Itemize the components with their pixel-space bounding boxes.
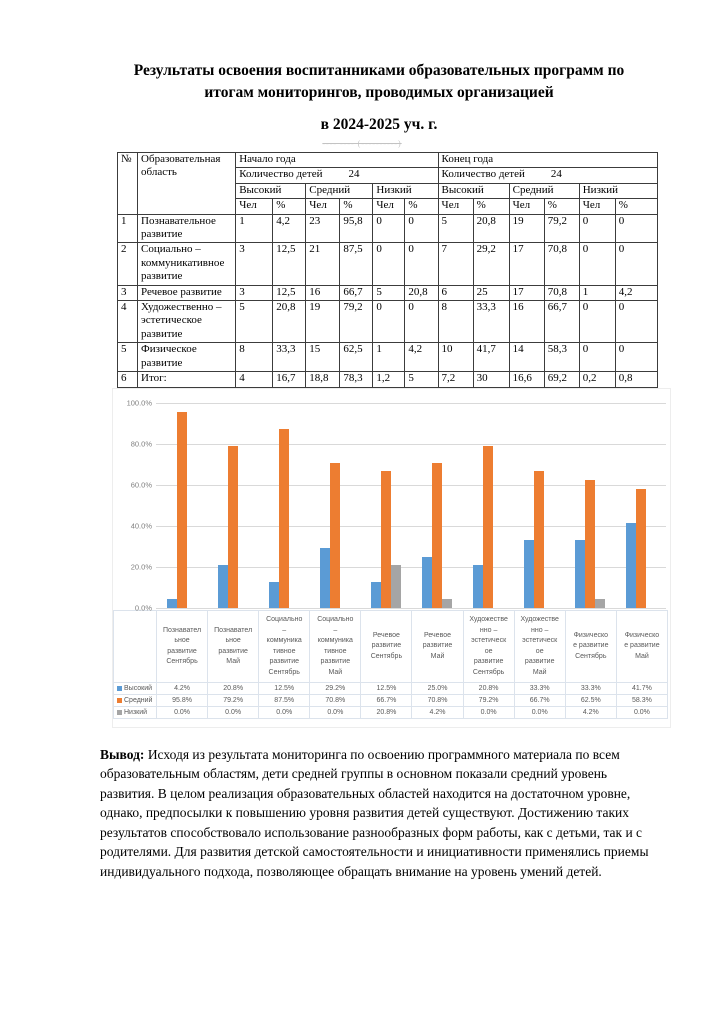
series-value-cell: 0.0% — [157, 707, 208, 719]
legend-row — [114, 695, 668, 707]
category-label-line: Сентябрь — [268, 668, 300, 676]
value-cell: 0,8 — [615, 372, 657, 387]
category-label-line: нно – — [530, 626, 549, 634]
bar-group — [462, 403, 513, 608]
title-line-1: Результаты освоения воспитанниками образовательных программ по — [133, 62, 625, 79]
value-cell: 66,7 — [544, 301, 579, 343]
conclusion-text: Исходя из результата мониторинга по освоению программного материала по всем образовательным областям, дети средней группы в основном показали средний уровень развития. В целом реализация образовательных областей находится на достаточном уровне, однако, предпосылки к повышению уровня развития детей существуют. Достижению таких результатов способствовало использование разнообразных форм работы, как с детьми, так и с родителями. Для развития детской самостоятельности и инициативности применялись приемы индивидуального подхода, позволяющее обращать внимание на уровень умений детей. — [100, 747, 649, 879]
series-value-cell: 12.5% — [259, 683, 310, 695]
series-value-cell: 0.0% — [259, 707, 310, 719]
series-value-cell: 20.8% — [463, 683, 514, 695]
row-number-cell: 5 — [118, 343, 138, 372]
value-cell: 79,2 — [340, 301, 373, 343]
value-cell: 6 — [438, 285, 473, 300]
value-cell: 5 — [405, 372, 438, 387]
table-row — [118, 343, 658, 372]
table-row — [118, 214, 658, 243]
results-table-body — [118, 214, 658, 387]
bar — [534, 471, 544, 608]
category-label-line: нно – — [479, 626, 498, 634]
row-number-cell: 1 — [118, 214, 138, 243]
value-cell: 1,2 — [373, 372, 405, 387]
series-value-cell: 0.0% — [463, 707, 514, 719]
value-cell: 16,7 — [273, 372, 306, 387]
category-label-line: развитие — [422, 642, 453, 650]
value-cell: 95,8 — [340, 214, 373, 243]
value-cell: 0 — [373, 301, 405, 343]
bar-group — [615, 403, 666, 608]
bar — [330, 463, 340, 608]
series-value-cell: 41.7% — [616, 683, 667, 695]
strikethrough-remnant: ---- ---- (----------) — [322, 139, 402, 148]
legend-cell — [114, 695, 157, 707]
value-cell: 3 — [236, 285, 273, 300]
legend-spacer-cell — [114, 611, 157, 683]
category-label-line: развитие — [473, 658, 504, 665]
unit-header: Чел — [579, 199, 615, 214]
series-value-cell: 79.2% — [208, 695, 259, 707]
category-cell — [412, 611, 463, 683]
category-label-line: ьное — [225, 637, 241, 644]
series-value-cell: 66.7% — [514, 695, 565, 707]
unit-header: % — [615, 199, 657, 214]
category-label-line: Май — [226, 658, 240, 665]
value-cell: 1 — [373, 343, 405, 372]
category-label-line: тивное — [324, 647, 347, 655]
bar — [320, 548, 330, 608]
value-cell: 14 — [509, 343, 544, 372]
bar — [636, 489, 646, 609]
value-cell: 29,2 — [473, 243, 509, 285]
legend-label: Низкий — [124, 709, 148, 716]
bars-container — [156, 403, 666, 608]
value-cell: 17 — [509, 243, 544, 285]
category-label-line: Физическо — [624, 631, 660, 639]
category-label-line: Познавател — [214, 626, 253, 634]
series-value-cell: 4.2% — [412, 707, 463, 719]
title-line-2: итогам мониторингов, проводимых организацией — [204, 84, 554, 102]
value-cell: 12,5 — [273, 243, 306, 285]
bar-group — [360, 403, 411, 608]
series-value-cell: 0.0% — [616, 707, 667, 719]
area-name-cell: Познавательное развитие — [138, 214, 236, 243]
bar — [391, 565, 401, 608]
value-cell: 0 — [405, 214, 438, 243]
bar — [167, 599, 177, 608]
category-label-line: Познавател — [163, 626, 202, 634]
gridline — [156, 608, 666, 609]
category-label-line: Май — [328, 668, 343, 676]
series-value-cell: 0.0% — [514, 707, 565, 719]
value-cell: 41,7 — [473, 343, 509, 372]
value-cell: 58,3 — [544, 343, 579, 372]
value-cell: 0 — [405, 243, 438, 285]
bar — [371, 582, 381, 608]
value-cell: 10 — [438, 343, 473, 372]
bar-group — [564, 403, 615, 608]
category-label-line: развитие — [167, 647, 197, 655]
level-header: Низкий — [579, 183, 657, 198]
legend-cell — [114, 707, 157, 719]
category-label-line: тивное — [272, 647, 296, 655]
value-cell: 69,2 — [544, 372, 579, 387]
category-label-line: Сентябрь — [370, 652, 403, 660]
category-label-line: Сентябрь — [575, 652, 607, 660]
y-tick-label: 20.0% — [130, 562, 152, 572]
table-row — [118, 243, 658, 285]
unit-header: Чел — [236, 199, 273, 214]
value-cell: 16 — [509, 301, 544, 343]
col-header-period-start: Начало года — [236, 153, 438, 168]
area-name-cell: Физическое развитие — [138, 343, 236, 372]
category-label-line: коммуника — [317, 637, 353, 644]
category-label-line: Речевое — [424, 631, 452, 639]
bar — [269, 582, 279, 608]
value-cell: 0 — [373, 214, 405, 243]
category-cell — [463, 611, 514, 683]
value-cell: 5 — [438, 214, 473, 243]
series-value-cell: 4.2% — [565, 707, 616, 719]
bar-chart — [112, 388, 671, 728]
area-name-cell: Речевое развитие — [138, 285, 236, 300]
legend-row — [114, 683, 668, 695]
value-cell: 15 — [306, 343, 340, 372]
value-cell: 33,3 — [273, 343, 306, 372]
series-value-cell: 29.2% — [310, 683, 361, 695]
y-tick-label: 80.0% — [130, 439, 152, 449]
category-label-line: коммуника — [266, 637, 302, 644]
legend-cell — [114, 683, 157, 695]
table-row — [118, 285, 658, 300]
children-count-start: Количество детей 24 — [236, 168, 438, 183]
legend-label: Высокий — [124, 685, 153, 692]
level-header: Высокий — [438, 183, 509, 198]
bar-group — [207, 403, 258, 608]
category-label-line: е развитие — [624, 642, 660, 650]
area-name-cell: Социально – коммуникативное развитие — [138, 243, 236, 285]
area-name-cell: Итог: — [138, 372, 236, 387]
bar — [218, 565, 228, 608]
bar — [473, 565, 483, 608]
legend-row — [114, 707, 668, 719]
bar — [177, 412, 187, 608]
value-cell: 0 — [615, 343, 657, 372]
category-label-line: Художестве — [520, 616, 559, 623]
bar — [575, 540, 585, 608]
bar — [422, 557, 432, 608]
value-cell: 4,2 — [273, 214, 306, 243]
unit-header: % — [473, 199, 509, 214]
category-label-line: – — [333, 626, 338, 634]
value-cell: 0,2 — [579, 372, 615, 387]
value-cell: 20,8 — [273, 301, 306, 343]
col-header-period-end: Конец года — [438, 153, 657, 168]
bar — [626, 523, 636, 608]
row-number-cell: 2 — [118, 243, 138, 285]
category-label-line: Май — [635, 652, 649, 660]
bar — [524, 540, 534, 608]
row-number-cell: 3 — [118, 285, 138, 300]
series-value-cell: 0.0% — [208, 707, 259, 719]
category-cell — [208, 611, 259, 683]
value-cell: 0 — [579, 301, 615, 343]
area-name-cell: Художественно – эстетическое развитие — [138, 301, 236, 343]
value-cell: 5 — [373, 285, 405, 300]
value-cell: 0 — [579, 243, 615, 285]
category-label-line: Физическо — [573, 631, 609, 639]
series-value-cell: 12.5% — [361, 683, 412, 695]
conclusion-label: Вывод: — [100, 747, 145, 762]
bar — [228, 446, 238, 608]
value-cell: 18,8 — [306, 372, 340, 387]
bar-group — [156, 403, 207, 608]
category-cell — [514, 611, 565, 683]
value-cell: 16 — [306, 285, 340, 300]
document-title — [96, 60, 662, 136]
value-cell: 0 — [579, 214, 615, 243]
series-value-cell: 33.3% — [565, 683, 616, 695]
value-cell: 0 — [615, 301, 657, 343]
value-cell: 0 — [373, 243, 405, 285]
level-header: Низкий — [373, 183, 438, 198]
series-value-cell: 0.0% — [310, 707, 361, 719]
series-value-cell: 62.5% — [565, 695, 616, 707]
results-table-header — [118, 153, 658, 215]
row-number-cell: 4 — [118, 301, 138, 343]
value-cell: 17 — [509, 285, 544, 300]
value-cell: 30 — [473, 372, 509, 387]
value-cell: 3 — [236, 243, 273, 285]
series-value-cell: 70.8% — [310, 695, 361, 707]
series-value-cell: 20.8% — [208, 683, 259, 695]
value-cell: 19 — [306, 301, 340, 343]
category-cell — [310, 611, 361, 683]
category-label-line: Май — [532, 668, 547, 676]
value-cell: 4,2 — [405, 343, 438, 372]
value-cell: 0 — [579, 343, 615, 372]
category-label-line: Социально — [317, 616, 354, 623]
value-cell: 1 — [579, 285, 615, 300]
chart-plot-area — [126, 398, 666, 613]
value-cell: 25 — [473, 285, 509, 300]
value-cell: 62,5 — [340, 343, 373, 372]
unit-header: % — [273, 199, 306, 214]
header-row-periods — [118, 153, 658, 168]
unit-header: Чел — [438, 199, 473, 214]
value-cell: 19 — [509, 214, 544, 243]
value-cell: 8 — [236, 343, 273, 372]
bar — [432, 463, 442, 608]
category-cell — [616, 611, 667, 683]
series-value-cell: 79.2% — [463, 695, 514, 707]
bar — [381, 471, 391, 608]
results-table — [117, 152, 658, 388]
category-label-line: развитие — [371, 642, 402, 650]
series-value-cell: 20.8% — [361, 707, 412, 719]
value-cell: 78,3 — [340, 372, 373, 387]
value-cell: 5 — [236, 301, 273, 343]
unit-header: Чел — [373, 199, 405, 214]
children-count-end: Количество детей 24 — [438, 168, 657, 183]
bar — [279, 429, 289, 608]
series-value-cell: 87.5% — [259, 695, 310, 707]
value-cell: 0 — [405, 301, 438, 343]
col-header-area: Образовательная область — [138, 153, 236, 215]
value-cell: 23 — [306, 214, 340, 243]
unit-header: % — [340, 199, 373, 214]
value-cell: 16,6 — [509, 372, 544, 387]
bar — [585, 480, 595, 608]
value-cell: 79,2 — [544, 214, 579, 243]
bar — [442, 599, 452, 608]
series-value-cell: 66.7% — [361, 695, 412, 707]
category-label-line: Сентябрь — [472, 668, 505, 676]
category-label-line: е развитие — [573, 642, 609, 650]
category-label-line: эстетическ — [522, 637, 558, 644]
value-cell: 21 — [306, 243, 340, 285]
legend-label: Средний — [124, 697, 153, 704]
category-label-line: Социально — [266, 616, 303, 623]
bar — [595, 599, 605, 608]
legend-swatch — [117, 698, 122, 703]
value-cell: 7,2 — [438, 372, 473, 387]
level-header: Средний — [509, 183, 579, 198]
category-label-line: развитие — [524, 658, 555, 665]
category-label-line: ое — [484, 647, 493, 655]
bar-group — [309, 403, 360, 608]
value-cell: 1 — [236, 214, 273, 243]
value-cell: 87,5 — [340, 243, 373, 285]
category-label-line: Май — [430, 652, 445, 660]
value-cell: 66,7 — [340, 285, 373, 300]
unit-header: % — [544, 199, 579, 214]
unit-header: Чел — [509, 199, 544, 214]
title-line-3: в 2024-2025 уч. г. — [320, 115, 438, 133]
bar-group — [411, 403, 462, 608]
value-cell: 20,8 — [473, 214, 509, 243]
table-row — [118, 372, 658, 387]
value-cell: 8 — [438, 301, 473, 343]
value-cell: 20,8 — [405, 285, 438, 300]
bar — [483, 446, 493, 608]
category-label-line: эстетическ — [471, 637, 507, 644]
category-label-line: ое — [535, 647, 544, 655]
category-cell — [259, 611, 310, 683]
bar-group — [513, 403, 564, 608]
category-label-line: развитие — [320, 658, 351, 665]
value-cell: 33,3 — [473, 301, 509, 343]
category-cell — [361, 611, 412, 683]
category-label-row — [114, 611, 668, 683]
category-label-line: – — [282, 626, 287, 634]
category-label-line: развитие — [269, 658, 300, 665]
value-cell: 4,2 — [615, 285, 657, 300]
y-tick-label: 0.0% — [134, 603, 152, 613]
value-cell: 7 — [438, 243, 473, 285]
series-value-cell: 25.0% — [412, 683, 463, 695]
series-value-cell: 33.3% — [514, 683, 565, 695]
category-cell — [157, 611, 208, 683]
level-header: Высокий — [236, 183, 306, 198]
conclusion-paragraph — [100, 745, 652, 881]
series-value-cell: 70.8% — [412, 695, 463, 707]
value-cell: 0 — [615, 214, 657, 243]
value-cell: 70,8 — [544, 243, 579, 285]
legend-swatch — [117, 686, 122, 691]
unit-header: Чел — [306, 199, 340, 214]
category-label-line: развитие — [218, 647, 248, 655]
y-tick-label: 100.0% — [126, 398, 152, 408]
category-cell — [565, 611, 616, 683]
legend-swatch — [117, 710, 122, 715]
category-label-line: Сентябрь — [166, 658, 198, 665]
col-header-number: № — [118, 153, 138, 215]
bar-group — [258, 403, 309, 608]
value-cell: 0 — [615, 243, 657, 285]
series-value-cell: 58.3% — [616, 695, 667, 707]
value-cell: 4 — [236, 372, 273, 387]
value-cell: 12,5 — [273, 285, 306, 300]
category-label-line: Речевое — [372, 631, 400, 639]
series-value-cell: 4.2% — [157, 683, 208, 695]
chart-data-table — [113, 610, 668, 719]
y-tick-label: 40.0% — [130, 521, 152, 531]
row-number-cell: 6 — [118, 372, 138, 387]
chart-table-body — [114, 611, 668, 719]
value-cell: 70,8 — [544, 285, 579, 300]
level-header: Средний — [306, 183, 373, 198]
category-label-line: ьное — [174, 637, 190, 644]
table-row — [118, 301, 658, 343]
y-tick-label: 60.0% — [130, 480, 152, 490]
unit-header: % — [405, 199, 438, 214]
category-label-line: Художестве — [469, 616, 508, 623]
series-value-cell: 95.8% — [157, 695, 208, 707]
